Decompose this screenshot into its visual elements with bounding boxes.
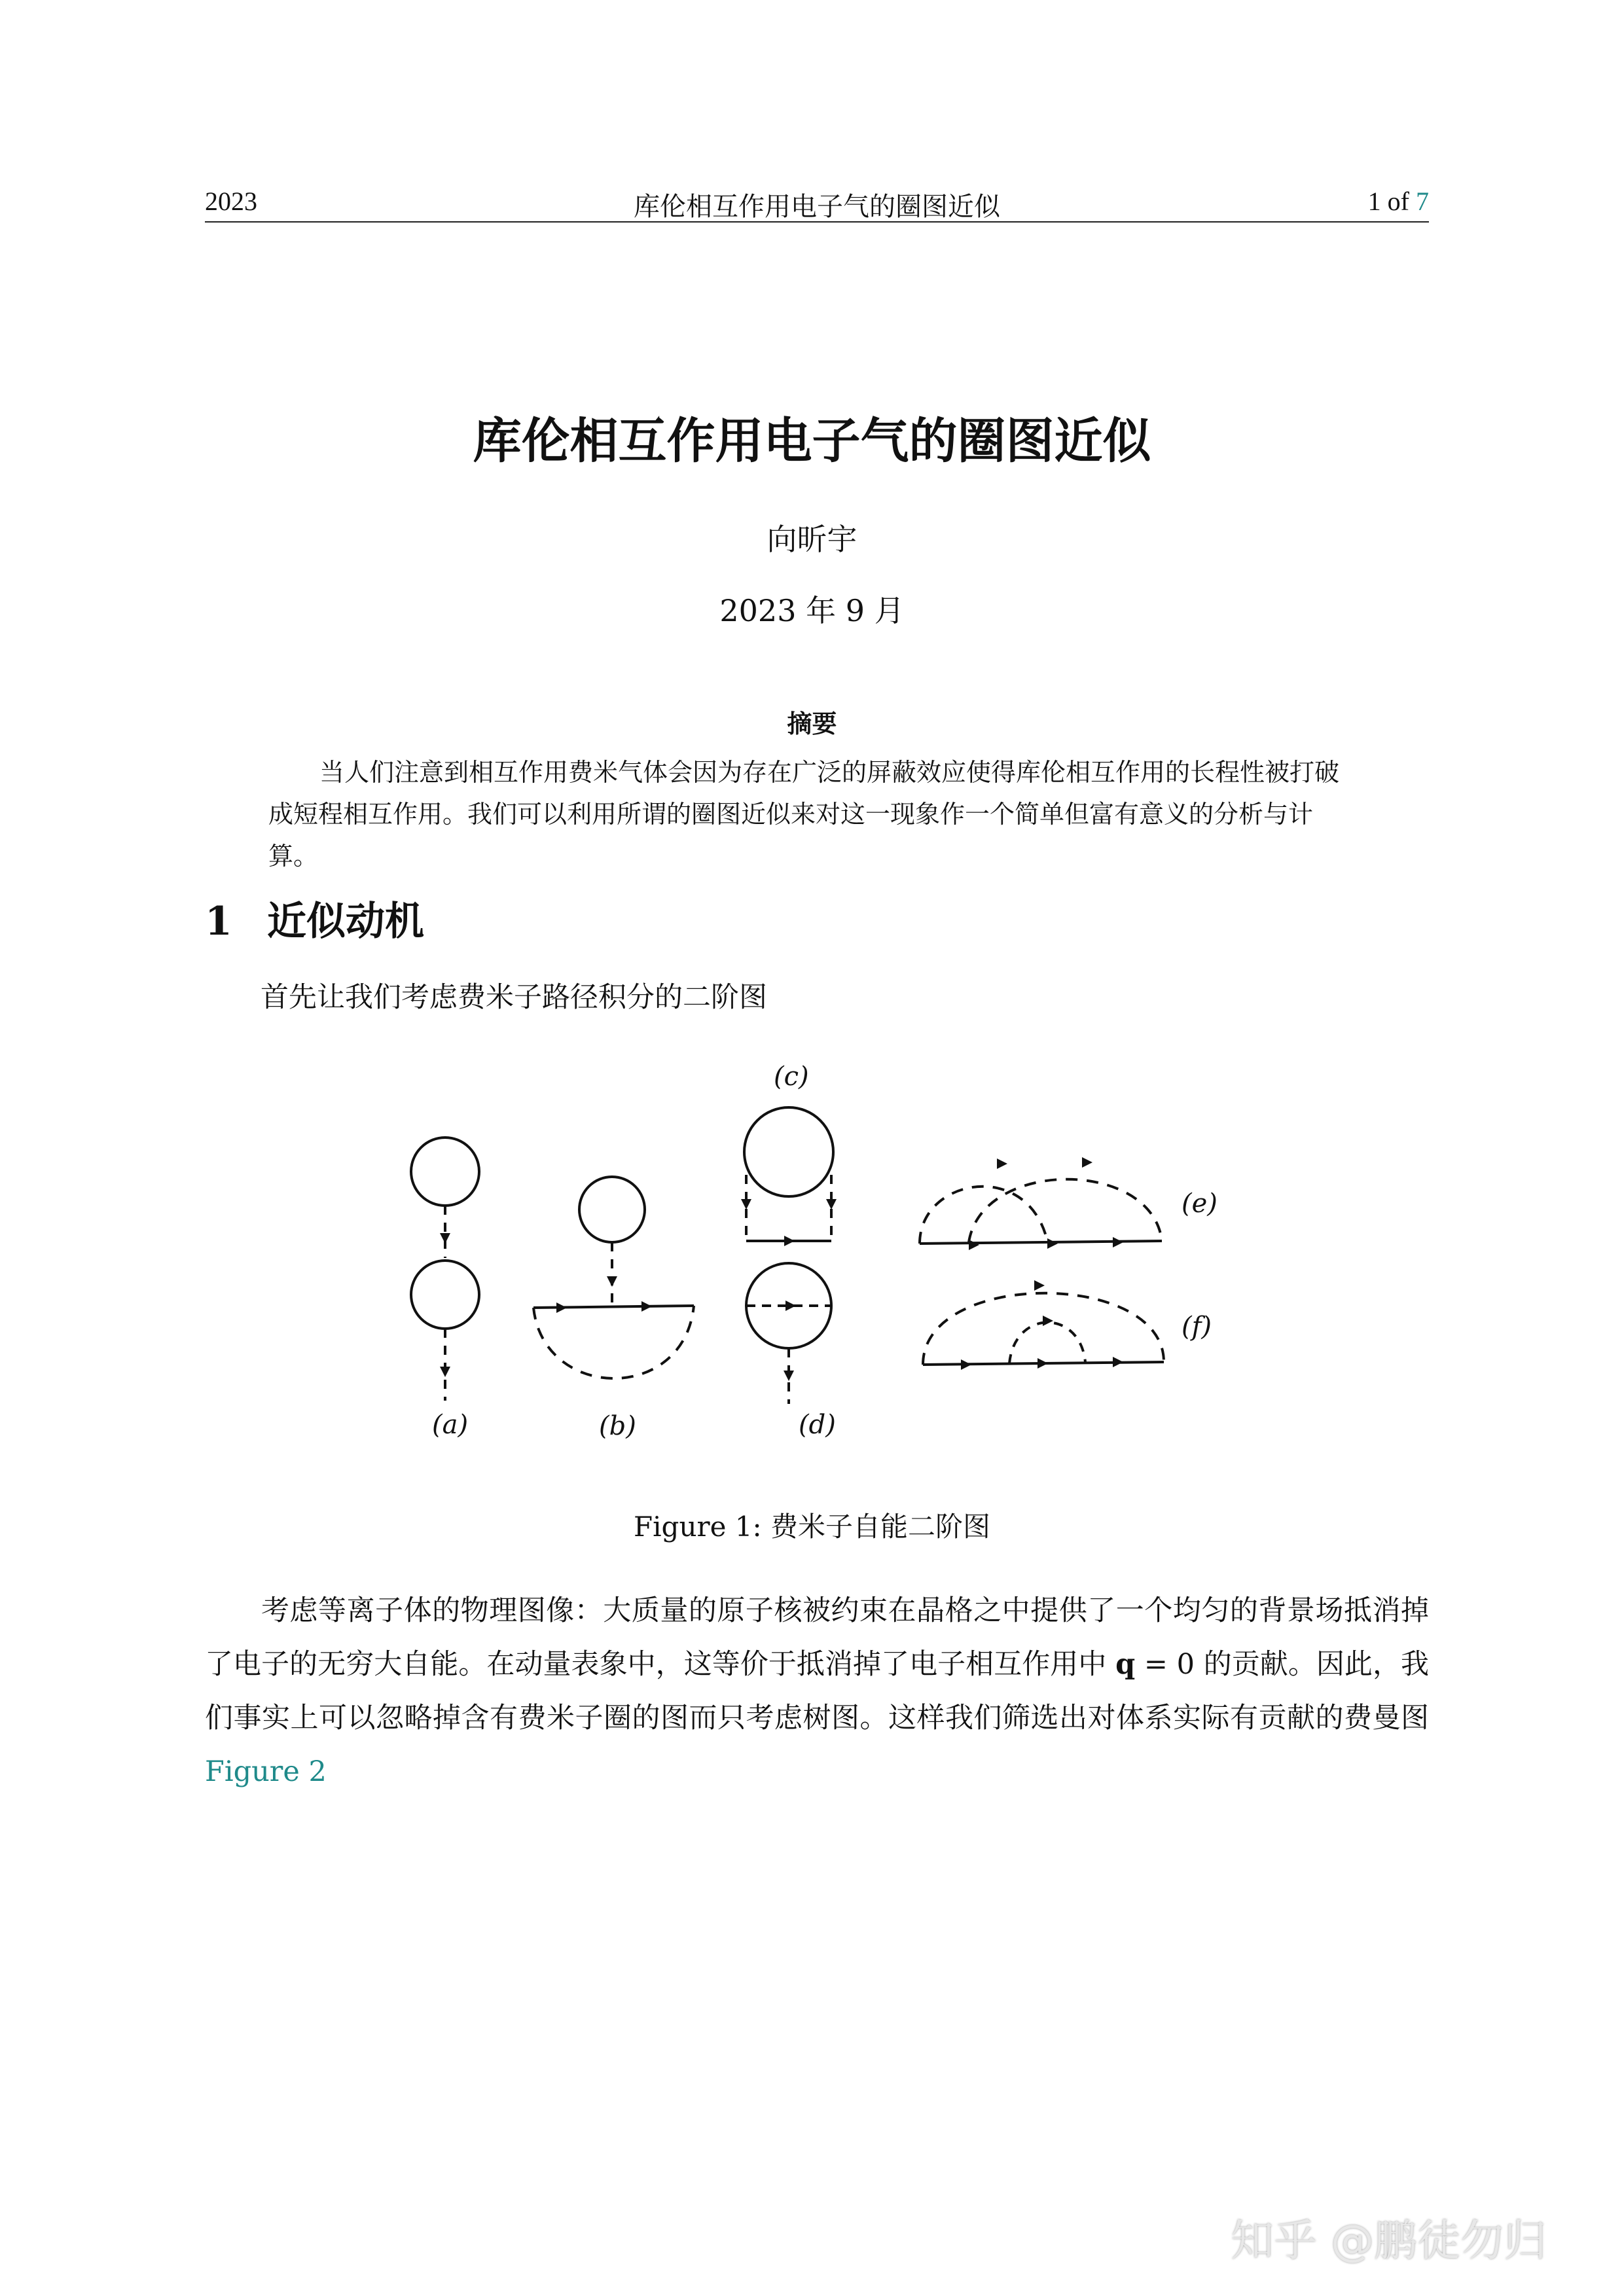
abstract-heading: 摘要	[787, 709, 837, 738]
author: 向昕宇	[767, 522, 857, 557]
label-e: (e)	[1182, 1189, 1218, 1219]
section-heading	[205, 890, 424, 946]
total-pages-link[interactable]: 7	[1416, 187, 1429, 216]
section-number: 1	[205, 899, 232, 944]
header-year: 2023	[205, 187, 257, 216]
diagram-c	[741, 1107, 837, 1246]
header-page-number: 1 of 7	[1367, 187, 1429, 216]
header-title: 库伦相互作用电子气的圈图近似	[634, 192, 1000, 221]
label-f: (f)	[1182, 1312, 1212, 1342]
math-equals-zero: = 0	[1135, 1648, 1195, 1681]
feynman-diagrams-figure	[367, 1047, 1270, 1466]
diagram-f	[923, 1280, 1164, 1370]
label-a: (a)	[432, 1410, 469, 1440]
diagram-a	[411, 1138, 479, 1401]
section-title: 近似动机	[267, 899, 424, 944]
label-c: (c)	[774, 1062, 809, 1092]
body-paragraph: 考虑等离子体的物理图像：大质量的原子核被约束在晶格之中提供了一个均匀的背景场抵消掉了电子的无穷大自能。在动量表象中，这等价于抵消掉了电子相互作用中 q = 0 的贡献。因此，我们事实上可以忽略掉含有费米子圈的图而只考虑树图。这样我们筛选出对体系实际有贡献的费曼图Figure 2	[205, 1594, 1429, 1788]
diagram-d	[746, 1263, 831, 1404]
label-d: (d)	[799, 1410, 836, 1440]
watermark: 知乎 @鹏徒勿归	[1231, 2215, 1547, 2266]
intro-paragraph: 首先让我们考虑费米子路径积分的二阶图	[261, 981, 767, 1014]
running-header	[205, 182, 1429, 223]
abstract-text: 当人们注意到相互作用费米气体会因为存在广泛的屏蔽效应使得库伦相互作用的长程性被打破成短程相互作用。我们可以利用所谓的圈图近似来对这一现象作一个简单但富有意义的分析与计算。	[268, 758, 1340, 870]
paper-title: 库伦相互作用电子气的圈图近似	[473, 413, 1151, 469]
diagram-b	[533, 1177, 694, 1378]
diagram-e	[920, 1157, 1162, 1250]
date: 2023 年 9 月	[719, 593, 905, 628]
label-b: (b)	[599, 1411, 636, 1441]
math-q: q	[1115, 1648, 1136, 1681]
figure-caption: Figure 1: 费米子自能二阶图	[633, 1511, 991, 1543]
figure-2-link[interactable]: Figure 2	[205, 1755, 327, 1788]
